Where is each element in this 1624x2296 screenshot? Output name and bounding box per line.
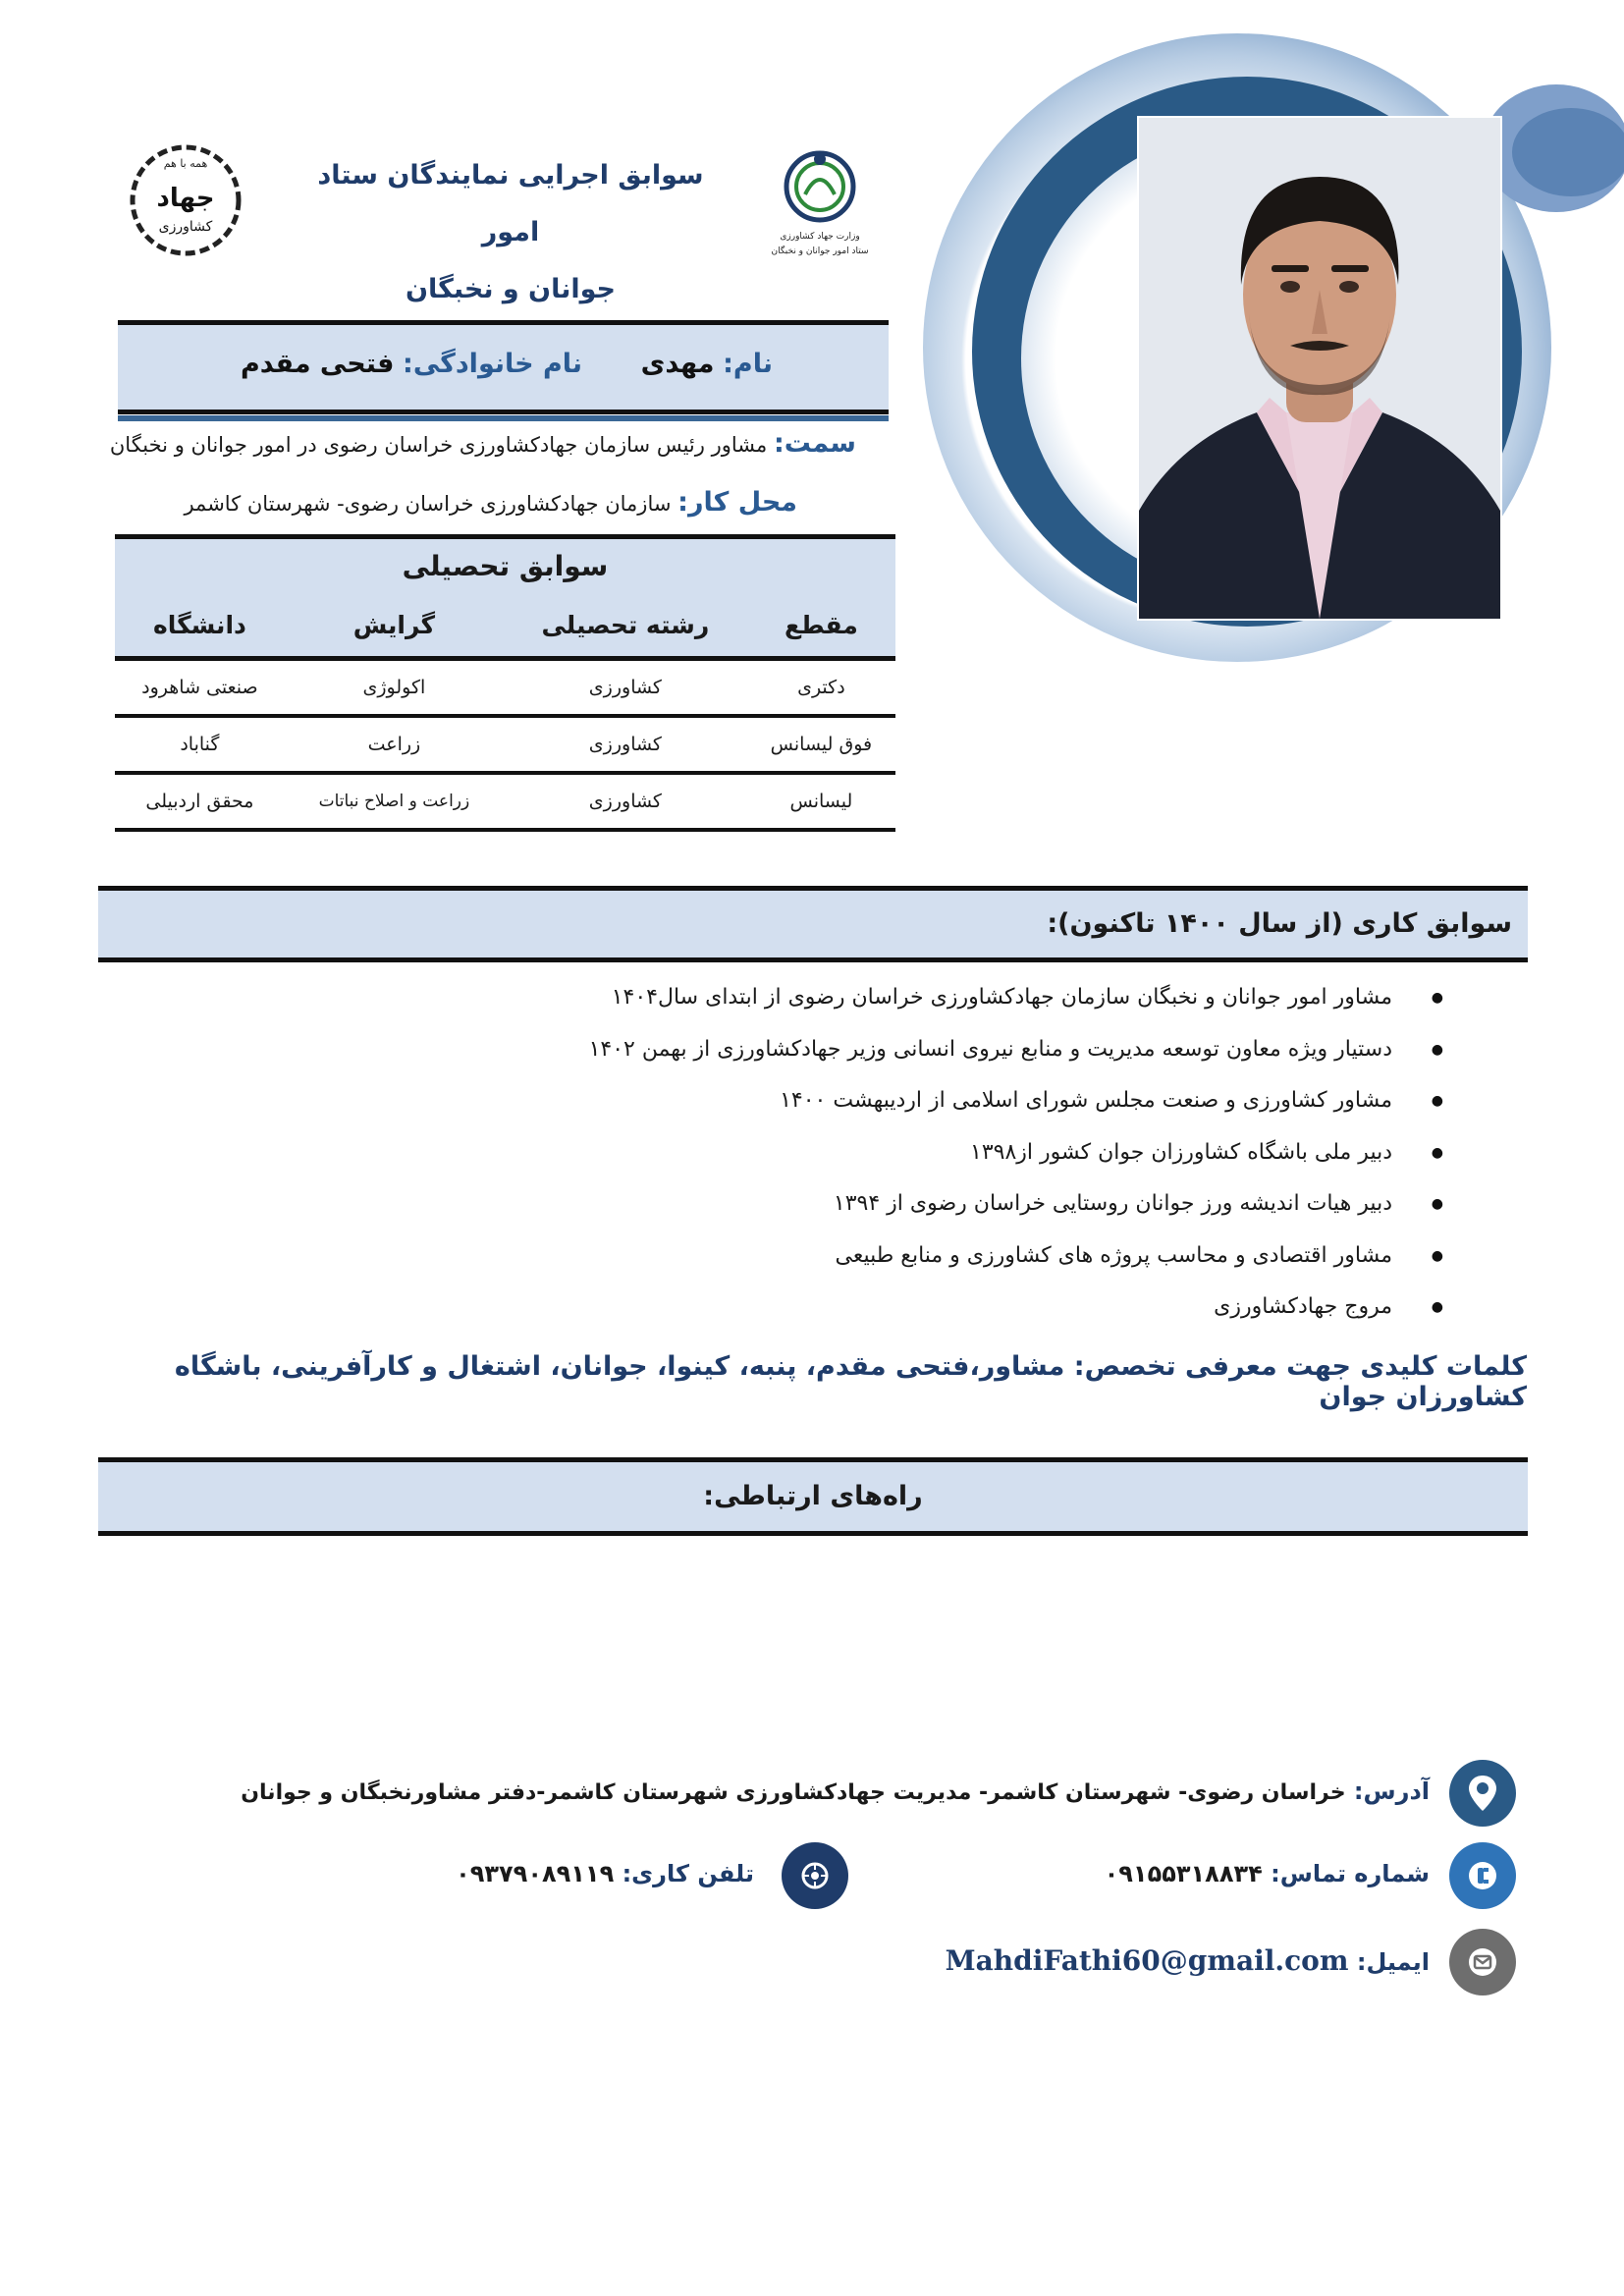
keywords-line: کلمات کلیدی جهت معرفی تخصص: مشاور،فتحی مقدم، پنبه، کینوا، جوانان، اشتغال و کارآفرینی، باشگاه کشاورزان جوان	[174, 1351, 1527, 1412]
page-title-line2: جوانان و نخبگان	[405, 274, 617, 304]
ministry-logo	[766, 145, 874, 263]
education-header: گرایش	[285, 593, 504, 659]
list-item: ● مروج جهادکشاورزی	[137, 1282, 1443, 1334]
position-value: مشاور رئیس سازمان جهادکشاورزی خراسان رضوی در امور جوانان و نخبگان	[109, 433, 768, 457]
list-item: ● مشاور امور جوانان و نخبگان سازمان جهادکشاورزی خراسان رضوی از ابتدای سال۱۴۰۴	[137, 972, 1443, 1024]
table-row	[115, 773, 895, 830]
table-cell: کشاورزی	[504, 773, 747, 830]
list-item: ● دبیر هیات اندیشه ورز جوانان روستایی خراسان رضوی از ۱۳۹۴	[137, 1178, 1443, 1230]
ministry-logo-line2: ستاد امور جوانان و نخبگان	[771, 246, 869, 256]
last-name-value: فتحی مقدم	[241, 349, 395, 379]
page-title-line1: سوابق اجرایی نمایندگان ستاد امور	[317, 160, 704, 247]
work-list	[137, 972, 1443, 1334]
logo-top-text: همه با هم	[163, 157, 208, 170]
office-phone-label: تلفن کاری:	[622, 1860, 754, 1887]
email-link[interactable]: MahdiFathi60@gmail.com	[945, 1944, 1349, 1977]
education-table	[115, 593, 895, 832]
contact-title-bar	[98, 1457, 1528, 1536]
workplace-label: محل کار:	[677, 487, 797, 518]
table-row	[115, 659, 895, 717]
first-name-field	[641, 349, 773, 379]
ministry-logo-line1: وزارت جهاد کشاورزی	[780, 232, 860, 242]
position-row	[110, 428, 856, 459]
mobile-row	[1105, 1860, 1430, 1887]
mobile-value: ۰۹۱۵۵۳۱۸۸۳۴	[1104, 1860, 1263, 1887]
page-title	[295, 147, 727, 318]
list-item: ● مشاور اقتصادی و محاسب پروژه های کشاورزی و منابع طبیعی	[137, 1230, 1443, 1283]
work-title: سوابق کاری (از سال ۱۴۰۰ تاکنون):	[1047, 908, 1512, 939]
jahad-logo	[123, 137, 248, 263]
education-title-bar	[115, 534, 895, 599]
table-cell: کشاورزی	[504, 659, 747, 717]
email-label: ایمیل:	[1356, 1948, 1430, 1976]
last-name-label: نام خانوادگی:	[403, 349, 583, 379]
logo-sub-text: کشاورزی	[158, 219, 213, 235]
first-name-label: نام:	[723, 349, 773, 379]
office-phone-value: ۰۹۳۷۹۰۸۹۱۱۹	[456, 1860, 615, 1887]
phone-icon	[1449, 1842, 1516, 1909]
table-cell: زراعت و اصلاح نباتات	[285, 773, 504, 830]
list-item: ● دبیر ملی باشگاه کشاورزان جوان کشور از۱۳۹۸	[137, 1127, 1443, 1179]
office-phone-row	[456, 1860, 754, 1887]
table-cell: محقق اردبیلی	[115, 773, 285, 830]
profile-photo	[1137, 116, 1502, 621]
name-box	[118, 320, 889, 414]
location-icon	[1449, 1760, 1516, 1827]
table-cell: کشاورزی	[504, 716, 747, 773]
workplace-value: سازمان جهادکشاورزی خراسان رضوی- شهرستان کاشمر	[184, 492, 672, 516]
position-label: سمت:	[773, 428, 856, 459]
education-header: مقطع	[747, 593, 895, 659]
address-row	[241, 1777, 1430, 1805]
table-cell: دکتری	[747, 659, 895, 717]
table-cell: فوق لیسانس	[747, 716, 895, 773]
email-row	[946, 1944, 1430, 1977]
workplace-row	[184, 487, 797, 518]
name-box-accent	[118, 415, 889, 421]
first-name-value: مهدی	[640, 349, 715, 379]
table-cell: زراعت	[285, 716, 504, 773]
table-row	[115, 716, 895, 773]
table-cell: اکولوژی	[285, 659, 504, 717]
mobile-label: شماره تماس:	[1271, 1860, 1430, 1887]
list-item: ● مشاور کشاورزی و صنعت مجلس شورای اسلامی از اردیبهشت ۱۴۰۰	[137, 1075, 1443, 1127]
contact-title: راه‌های ارتباطی:	[703, 1481, 923, 1511]
address-label: آدرس:	[1353, 1777, 1430, 1805]
education-header: دانشگاه	[115, 593, 285, 659]
education-header-row	[115, 593, 895, 659]
education-title: سوابق تحصیلی	[402, 550, 609, 582]
decorative-blob-inner	[1512, 108, 1624, 196]
work-title-bar	[98, 886, 1528, 962]
address-value: خراسان رضوی- شهرستان کاشمر- مدیریت جهادکشاورزی شهرستان کاشمر-دفتر مشاورنخبگان و جوانان	[241, 1780, 1346, 1805]
last-name-field	[241, 349, 582, 379]
logo-main-text: جهاد	[156, 184, 215, 213]
table-cell: صنعتی شاهرود	[115, 659, 285, 717]
telephone-icon	[782, 1842, 848, 1909]
education-header: رشته تحصیلی	[504, 593, 747, 659]
email-icon	[1449, 1929, 1516, 1995]
table-cell: گناباد	[115, 716, 285, 773]
list-item: ● دستیار ویژه معاون توسعه مدیریت و منابع نیروی انسانی وزیر جهادکشاورزی از بهمن ۱۴۰۲	[137, 1024, 1443, 1076]
table-cell: لیسانس	[747, 773, 895, 830]
